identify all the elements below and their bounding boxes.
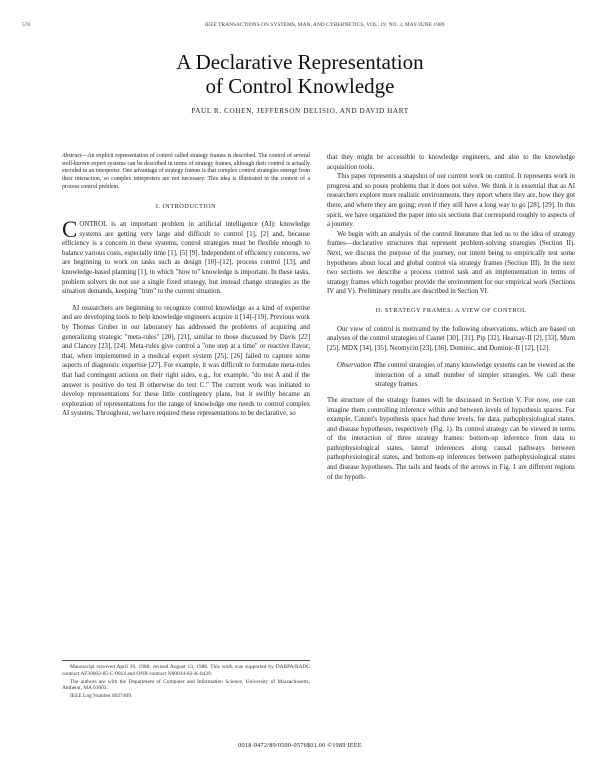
- footnote-received: Manuscript received April 30, 1988; revised August 13, 1988. This work was supported by DARPA/RADC contract AF30602-85-C-0014 and ONR contract N00014-82-K-0439.: [62, 664, 310, 677]
- intro-paragraph-1-text: ONTROL is an important problem in artificial intelligence (AI): knowledge systems are getting very large and difficult to control [1], [2] and, because efficiency is a concern in these systems, control strategies must be flexible enough to balance various costs, especially time [1], [5] [9]. Independent of efficiency concerns, we are beginning to work on tasks such as design [10]–[12], process control [13], and knowledge-based planning [1], in which "how to" knowledge is important. In these tasks, problem solvers do not use a single fixed strategy, but instead change strategies as the situation demands, keeping "trim" to the current situation.: [62, 221, 310, 296]
- page-number: 576: [22, 22, 31, 28]
- observation-label: Observation 1:: [337, 362, 379, 370]
- left-column: [62, 153, 310, 419]
- abstract-text: —An explicit representation of control called strategy frames is described. The control of several well-known expert systems can be described in terms of strategy frames, although their control is actually encoded in an interpreter. One advantage of strategy frames is that complex control strategies emerge from their interaction, so complex interpreters are not necessary. This idea is illustrated in the context of a process control problem.: [62, 153, 310, 190]
- paragraph-snapshot: This paper represents a snapshot of our current work on control. It represents work in progress and so poses problems that it does not solve. We think it is essential that as AI researchers explore more realistic environments, they report where they are, how they got there, and where they are going; even if they still have a long way to go [28], [29]. In this spirit, we have organized the paper into six sections that correspond roughly to aspects of a journey.: [327, 173, 575, 229]
- paper-title: [0, 50, 600, 98]
- running-header: IEEE TRANSACTIONS ON SYSTEMS, MAN, AND CYBERNETICS, VOL. 19, NO. 3, MAY/JUNE 1989: [205, 22, 445, 28]
- footnote-affiliation: The authors are with the Department of Computer and Information Science, University of Massachusetts, Amherst, MA 01003.: [62, 678, 310, 692]
- abstract-label: Abstract: [62, 153, 82, 159]
- copyright-footer: 0018-9472/89/0500-0576$01.00 ©1989 IEEE: [238, 742, 362, 749]
- paragraph-continued: that they might be accessible to knowledge engineers, and also to the knowledge acquisition tools.: [327, 154, 575, 171]
- right-column: [327, 153, 575, 482]
- footnotes: [62, 660, 310, 701]
- title-line-1: A Declarative Representation: [176, 50, 424, 74]
- section-heading-strategy-frames: II. STRATEGY FRAMES: A VIEW OF CONTROL: [375, 306, 527, 314]
- paragraph-overview: We begin with an analysis of the control literature that led us to the idea of strategy frames—declarative structures that represent problem-solving strategies (Section II). Next, we discuss the purpose of the journey, our intent being to empirically test some hypotheses about local and global control via strategy frames (Section III). In the next two sections we describe a process control task and an implementation in terms of strategy frames which together provide the environment for our empirical work (Sections IV and V). Preliminary results are described in Section VI.: [327, 230, 575, 296]
- title-line-2: of Control Knowledge: [205, 74, 395, 98]
- observation-text: The control strategies of many knowledge systems can be viewed as the interaction of a small number of simpler strategies. We call these strategy frames.: [375, 362, 575, 388]
- author-list: PAUL R. COHEN, JEFFERSON DELISIO, AND DAVID HART: [191, 107, 409, 115]
- drop-cap: C: [62, 217, 78, 243]
- intro-paragraph-1: [62, 217, 310, 297]
- intro-paragraph-2: AI researchers are beginning to recognize control knowledge as a kind of expertise and are developing tools to help knowledge engineers acquire it [14]–[19]. Previous work by Thomas Gruber in our laboratory has addressed the problems of acquiring and generalizing strategic "meta-rules" [20], [21], similar to those discussed by Davis [22] and Clancey [23], [24]. Meta-rules give control a "one step at a time" or reactive flavor; that, when implemented in a medical expert system [25], [26] failed to capture some aspects of diagnostic expertise [27]. For example, it was difficult to formulate meta-rules that had contingent actions on their right sides, e.g., for example, "do test A and if the answer is positive do test B otherwise do test C." The current work was initiated to develop representations for these little contingency plans, but it swiftly became an exploration of representations for the range of knowledge one needs to control complex AI systems. Throughout, we have required these representations to be declarative, so: [62, 304, 310, 418]
- observation-1: [337, 361, 575, 389]
- abstract: [62, 153, 310, 192]
- footnote-ieee-log: IEEE Log Number 8927409.: [70, 693, 133, 700]
- paragraph-view-of-control: Our view of control is motivated by the following observations, which are based on analyses of the control strategies of Casnet [30], [31], Pip [32], Hearsay-II [2], [33], Mum [25], MDX [34], [35], Neomycin [23], [36], Dominic, and Dominic-II [12], [12].: [327, 325, 575, 352]
- section-heading-introduction: I. INTRODUCTION: [155, 202, 217, 210]
- paragraph-structure: The structure of the strategy frames will be discussed in Section V. For now, one can imagine them controlling inference within and between levels of hypothesis spaces. For example, Casnet's hypothesis space had three levels, for data, pathophysiological states, and disease hypotheses, respectively (Fig. 1). Its control strategy can be viewed in terms of the interaction of three strategy frames: bottom-up inference from data to pathophysiological states, lateral inferences along causal pathways between pathophysiological states, and bottom-up inferences between pathophysiological states and disease hypotheses. The tails and heads of the arrows in Fig. 1 are different regions of the hypoth-: [327, 396, 575, 481]
